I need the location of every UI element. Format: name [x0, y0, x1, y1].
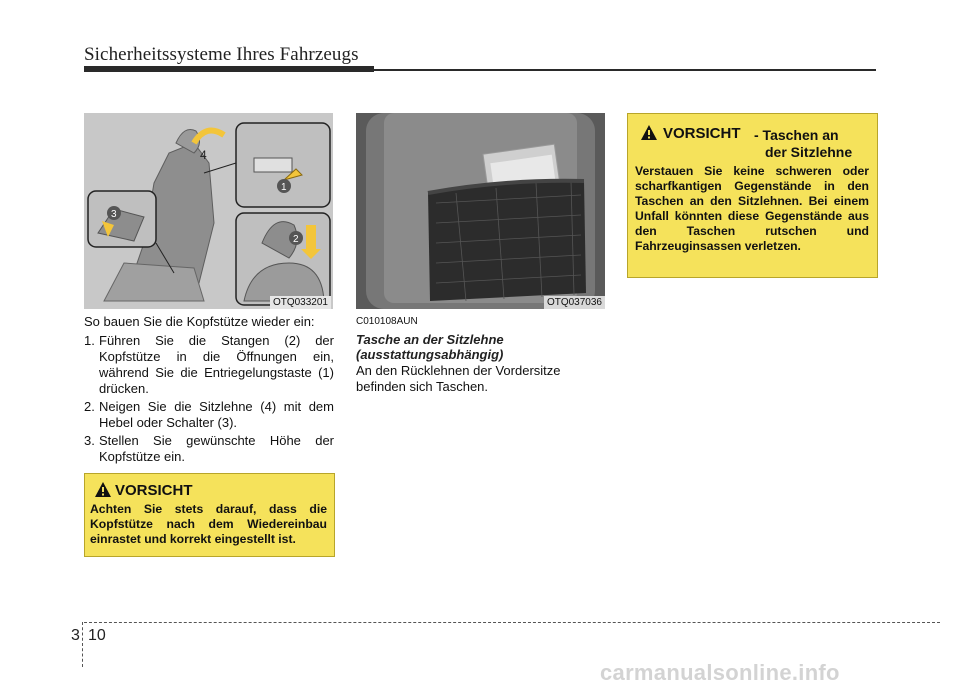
step-number: 2.	[84, 399, 95, 414]
footer-vertical-divider	[82, 622, 83, 667]
step-number: 1.	[84, 333, 95, 348]
pocket-paragraph: An den Rücklehnen der Vordersitze befinden sich Taschen.	[356, 363, 561, 394]
header-rule-thick	[84, 66, 374, 72]
svg-text:1: 1	[281, 182, 287, 193]
step-text: Neigen Sie die Sitzlehne (4) mit dem Hebel oder Schalter (3).	[99, 399, 334, 430]
headrest-figure	[84, 113, 333, 309]
svg-text:2: 2	[293, 234, 299, 245]
list-item	[84, 433, 334, 465]
step-text: Führen Sie die Stangen (2) der Kopfstütze in die Öffnungen ein, während Sie die Entriegelungstaste (1) drücken.	[99, 333, 334, 396]
svg-text:3: 3	[111, 209, 117, 220]
figure-label-pocket: OTQ037036	[544, 296, 605, 309]
page-number: 10	[88, 627, 106, 644]
step-number: 3.	[84, 433, 95, 448]
caution-box-pocket	[627, 113, 878, 278]
watermark: carmanualsonline.info	[600, 660, 840, 685]
caution-subtitle-line-2: der Sitzlehne	[765, 144, 853, 160]
seatback-pocket-figure	[356, 113, 605, 309]
step-text: Stellen Sie gewünschte Höhe der Kopfstütze ein.	[99, 433, 334, 464]
headrest-illustration	[84, 113, 333, 309]
chapter-number: 3	[71, 627, 80, 644]
caution-subtitle-line-1: - Taschen an	[754, 127, 839, 143]
section-subhead	[356, 332, 606, 362]
seatback-pocket-photo	[356, 113, 605, 309]
footer-divider	[84, 622, 940, 623]
header-rule-thin	[374, 69, 876, 71]
caution-box-headrest	[84, 473, 335, 557]
caution-text: Verstauen Sie keine schweren oder scharfkantigen Gegenstände in den Taschen an den Sitzlehnen. Bei einem Unfall könnten diese Gegenstände aus den Taschen rutschen und Fahrzeuginsassen verletzen.	[635, 164, 869, 253]
figure-label-headrest: OTQ033201	[270, 296, 331, 309]
caution-text: Achten Sie stets darauf, dass die Kopfstütze nach dem Wiedereinbau einrastet und korrekt eingestellt ist.	[90, 502, 327, 546]
steps-list	[84, 333, 334, 467]
subhead-line-1: Tasche an der Sitzlehne	[356, 332, 504, 347]
list-item	[84, 333, 334, 397]
caution-title: VORSICHT	[663, 125, 741, 142]
subhead-line-2: (ausstattungsabhängig)	[356, 347, 504, 362]
svg-text:4: 4	[200, 148, 207, 162]
intro-text: So bauen Sie die Kopfstütze wieder ein:	[84, 314, 315, 329]
list-item	[84, 399, 334, 431]
warning-triangle-icon	[95, 482, 111, 497]
warning-triangle-icon	[641, 125, 657, 140]
section-code: C010108AUN	[356, 316, 418, 327]
caution-title: VORSICHT	[115, 482, 193, 499]
page-header-title: Sicherheitssysteme Ihres Fahrzeugs	[84, 44, 359, 65]
